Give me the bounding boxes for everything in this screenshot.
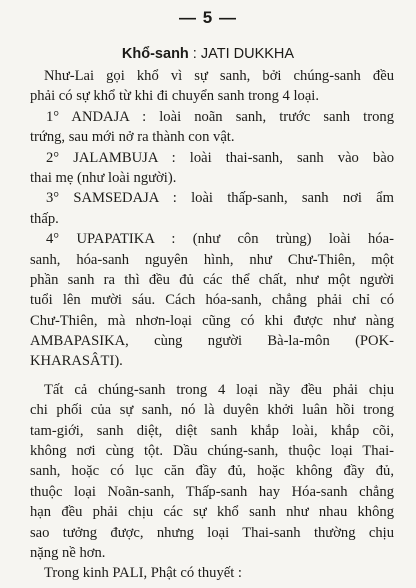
text-line: trứng, sau mới nở ra thành con vật. (30, 129, 235, 146)
paragraph-intro (30, 66, 394, 107)
section-heading (0, 46, 416, 62)
text-line: Chư-Thiên, mà nhơn-loại cũng có khi được như nàng (30, 312, 394, 329)
text-line: tam-giới, sanh diệt, diệt sanh khắp loài, khắp cõi, (30, 422, 394, 439)
page-number: — 5 — (179, 8, 237, 27)
text-line: hạn đều phải chịu các sự khổ sanh như nhau không (30, 504, 394, 521)
text-line: KHARASÂTI). (30, 353, 123, 370)
text-line: nặng nề hơn. (30, 544, 106, 561)
text-line: Như-Lai gọi khổ vì sự sanh, bởi chúng-sanh đều (44, 68, 394, 84)
text-line: Trong kinh PALI, Phật có thuyết : (44, 565, 242, 582)
text-line: thai mẹ (như loài người). (30, 169, 177, 186)
text-line: sanh, hóa-sanh nguyên hình, như Chư-Thiên, một (30, 251, 394, 268)
text-line: thuộc loại Noãn-sanh, Thấp-sanh hay Hóa-sanh chẳng (30, 483, 394, 500)
text-line: AMBAPASIKA, cùng người Bà-la-môn (POK- (30, 333, 394, 350)
text-line: 3° SAMSEDAJA : loài thấp-sanh, sanh nơi ẩm (46, 190, 394, 207)
text-line: không nơi cùng tột. Dầu chúng-sanh, thuộc loại Thai- (30, 443, 394, 460)
text-line: sanh, hoặc có lục căn đầy đủ, hoặc không đầy đủ, (30, 463, 394, 480)
paragraph-pali-reference (30, 563, 394, 583)
text-line: chi phối của sự sanh, nó là duyên khởi luân hồi trong (30, 402, 394, 419)
paragraph-upapatika (30, 229, 394, 372)
heading-pali-term: JATI DUKKHA (200, 46, 295, 62)
text-line: Tất cả chúng-sanh trong 4 loại nầy đều phải chịu (44, 381, 394, 398)
paragraph-jalambuja (30, 148, 394, 189)
paragraph-conclusion (30, 380, 394, 564)
heading-separator: : (188, 46, 201, 62)
text-line: 4° UPAPATIKA : (như côn trùng) loài hóa- (46, 231, 394, 248)
text-line: phần sanh ra thì đều đủ các thể chất, như một người (30, 271, 394, 288)
body-text (30, 66, 394, 584)
paragraph-samsedaja (30, 188, 394, 229)
text-line: sao tưởng được, nhưng loại Thai-sanh thường chịu (30, 524, 394, 541)
text-line: phải có sự khổ từ khi đi chuyển sanh trong 4 loại. (30, 88, 320, 105)
heading-title: Khổ-sanh (121, 46, 189, 62)
text-line: thấp. (30, 210, 59, 227)
text-line: tuổi lên mười sáu. Cách hóa-sanh, chẳng phải chỉ có (30, 292, 394, 309)
text-line: 2° JALAMBUJA : loài thai-sanh, sanh vào bào (46, 149, 394, 166)
text-line: 1° ANDAJA : loài noãn sanh, trước sanh trong (46, 108, 394, 125)
paragraph-andaja (30, 107, 394, 148)
